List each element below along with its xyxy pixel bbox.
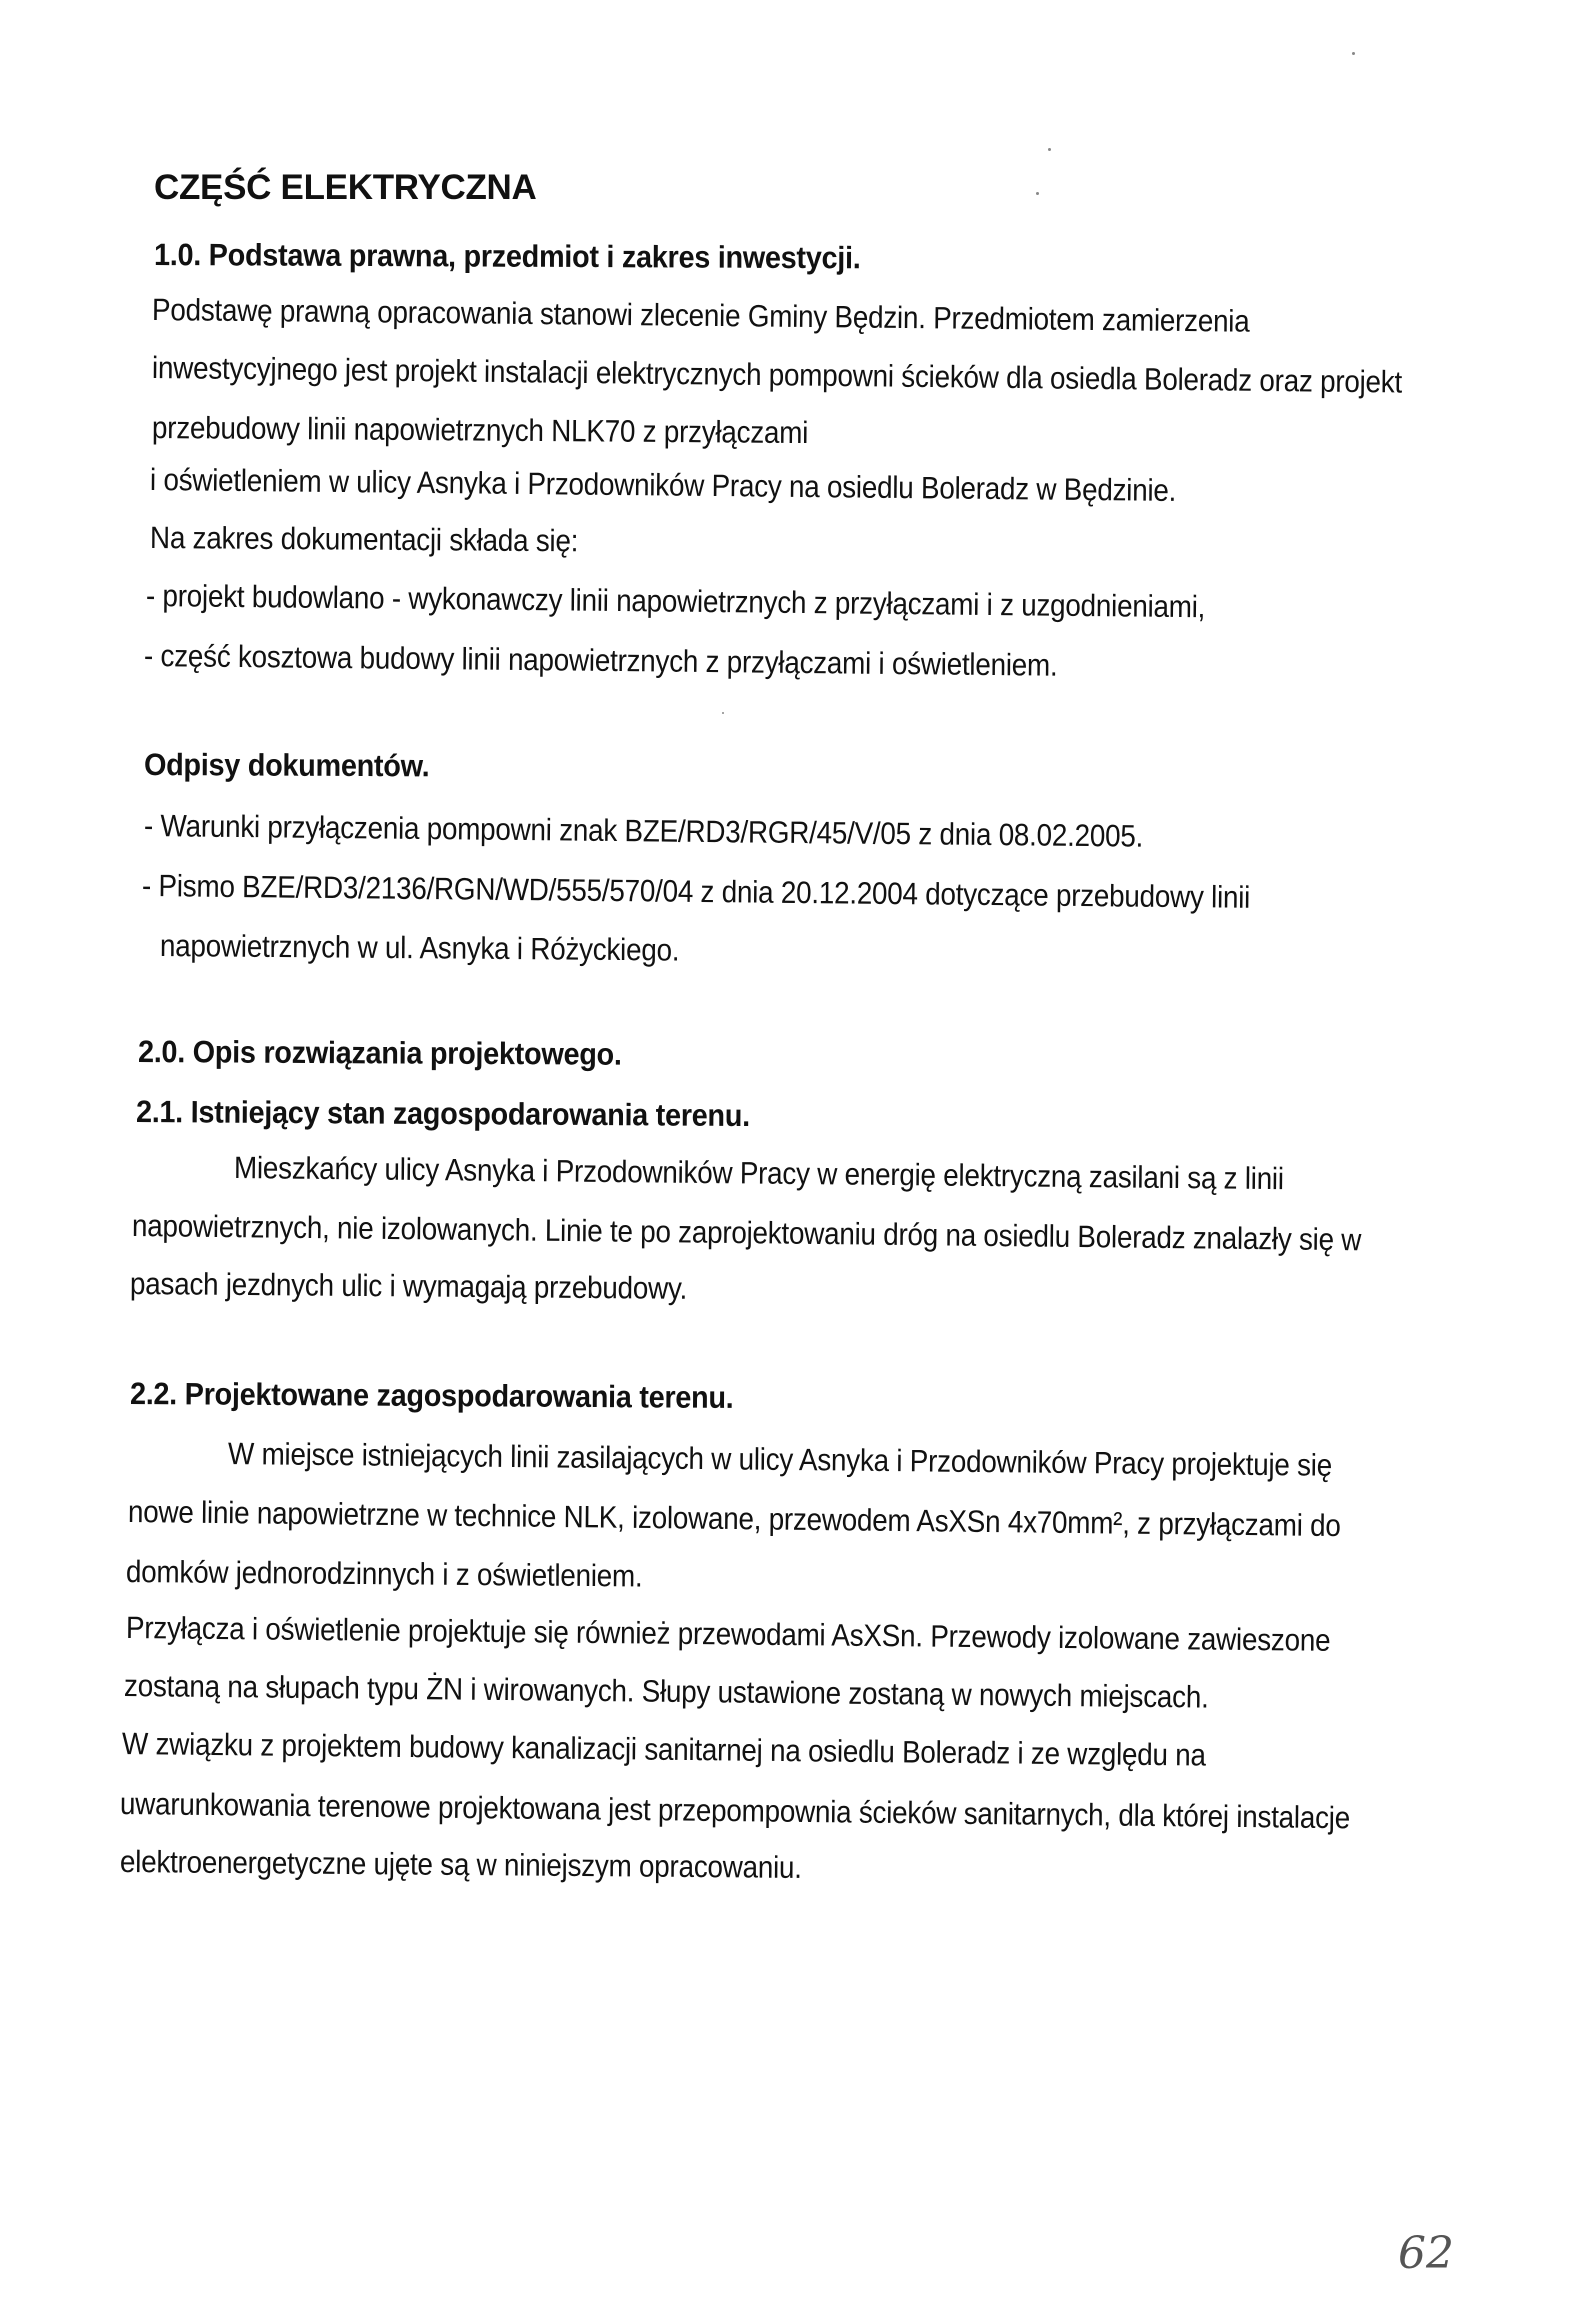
section-1-line: - część kosztowa budowy linii napowietrznych z przyłączami i oświetleniem.: [143, 638, 1058, 683]
scan-speck: [1352, 52, 1355, 55]
section-1-heading: 1.0. Podstawa prawna, przedmiot i zakres inwestycji.: [153, 237, 861, 276]
document-title: CZĘŚĆ ELEKTRYCZNA: [154, 168, 537, 207]
section-2-2-line: zostaną na słupach typu ŻN i wirowanych. Słupy ustawione zostaną w nowych miejscach.: [123, 1668, 1209, 1715]
section-2-2-line: Przyłącza i oświetlenie projektuje się również przewodami AsXSn. Przewody izolowane zawieszone: [125, 1610, 1331, 1658]
scan-speck: [1048, 148, 1051, 151]
section-1-line: Na zakres dokumentacji składa się:: [149, 520, 579, 559]
scan-speck: [1036, 192, 1039, 195]
section-1-line: Podstawę prawną opracowania stanowi zlecenie Gminy Będzin. Przedmiotem zamierzenia: [151, 292, 1250, 339]
odpisy-line: napowietrznych w ul. Asnyka i Różyckiego.: [159, 928, 680, 968]
odpisy-heading: Odpisy dokumentów.: [143, 747, 430, 784]
section-2-1-heading: 2.1. Istniejący stan zagospodarowania terenu.: [135, 1094, 750, 1134]
section-1-line: - projekt budowlano - wykonawczy linii napowietrznych z przyłączami i z uzgodnieniami,: [145, 578, 1206, 625]
section-1-line: przebudowy linii napowietrznych NLK70 z przyłączami: [151, 410, 809, 451]
section-2-2-line: nowe linie napowietrzne w technice NLK, izolowane, przewodem AsXSn 4x70mm², z przyłączami do: [127, 1494, 1341, 1544]
section-2-2-line: W miejsce istniejących linii zasilających w ulicy Asnyka i Przodowników Pracy projektuje się: [227, 1436, 1333, 1483]
odpisy-line: - Warunki przyłączenia pompowni znak BZE/RD3/RGR/45/V/05 z dnia 08.02.2005.: [143, 808, 1144, 854]
section-1-line: inwestycyjnego jest projekt instalacji elektrycznych pompowni ścieków dla osiedla Boleradz oraz projekt: [151, 350, 1403, 400]
odpisy-line: - Pismo BZE/RD3/2136/RGN/WD/555/570/04 z dnia 20.12.2004 dotyczące przebudowy linii: [141, 868, 1251, 915]
section-2-1-line: napowietrznych, nie izolowanych. Linie te po zaprojektowaniu dróg na osiedlu Boleradz znalazły się w: [131, 1208, 1362, 1258]
section-1-line: i oświetleniem w ulicy Asnyka i Przodowników Pracy na osiedlu Boleradz w Będzinie.: [149, 462, 1177, 508]
section-2-0-heading: 2.0. Opis rozwiązania projektowego.: [137, 1034, 622, 1072]
scan-speck: [722, 712, 724, 714]
section-2-2-line: uwarunkowania terenowe projektowana jest przepompownia ścieków sanitarnych, dla której instalacje: [119, 1786, 1351, 1836]
handwritten-page-number: 62: [1398, 2228, 1454, 2279]
section-2-2-heading: 2.2. Projektowane zagospodarowania terenu.: [129, 1376, 734, 1415]
section-2-1-line: Mieszkańcy ulicy Asnyka i Przodowników Pracy w energię elektryczną zasilani są z linii: [233, 1150, 1284, 1197]
section-2-2-line: domków jednorodzinnych i z oświetleniem.: [125, 1554, 643, 1594]
section-2-2-line: W związku z projektem budowy kanalizacji sanitarnej na osiedlu Boleradz i ze względu na: [121, 1726, 1206, 1773]
section-2-2-line: elektroenergetyczne ujęte są w niniejszym opracowaniu.: [119, 1844, 802, 1885]
section-2-1-line: pasach jezdnych ulic i wymagają przebudowy.: [129, 1266, 688, 1306]
